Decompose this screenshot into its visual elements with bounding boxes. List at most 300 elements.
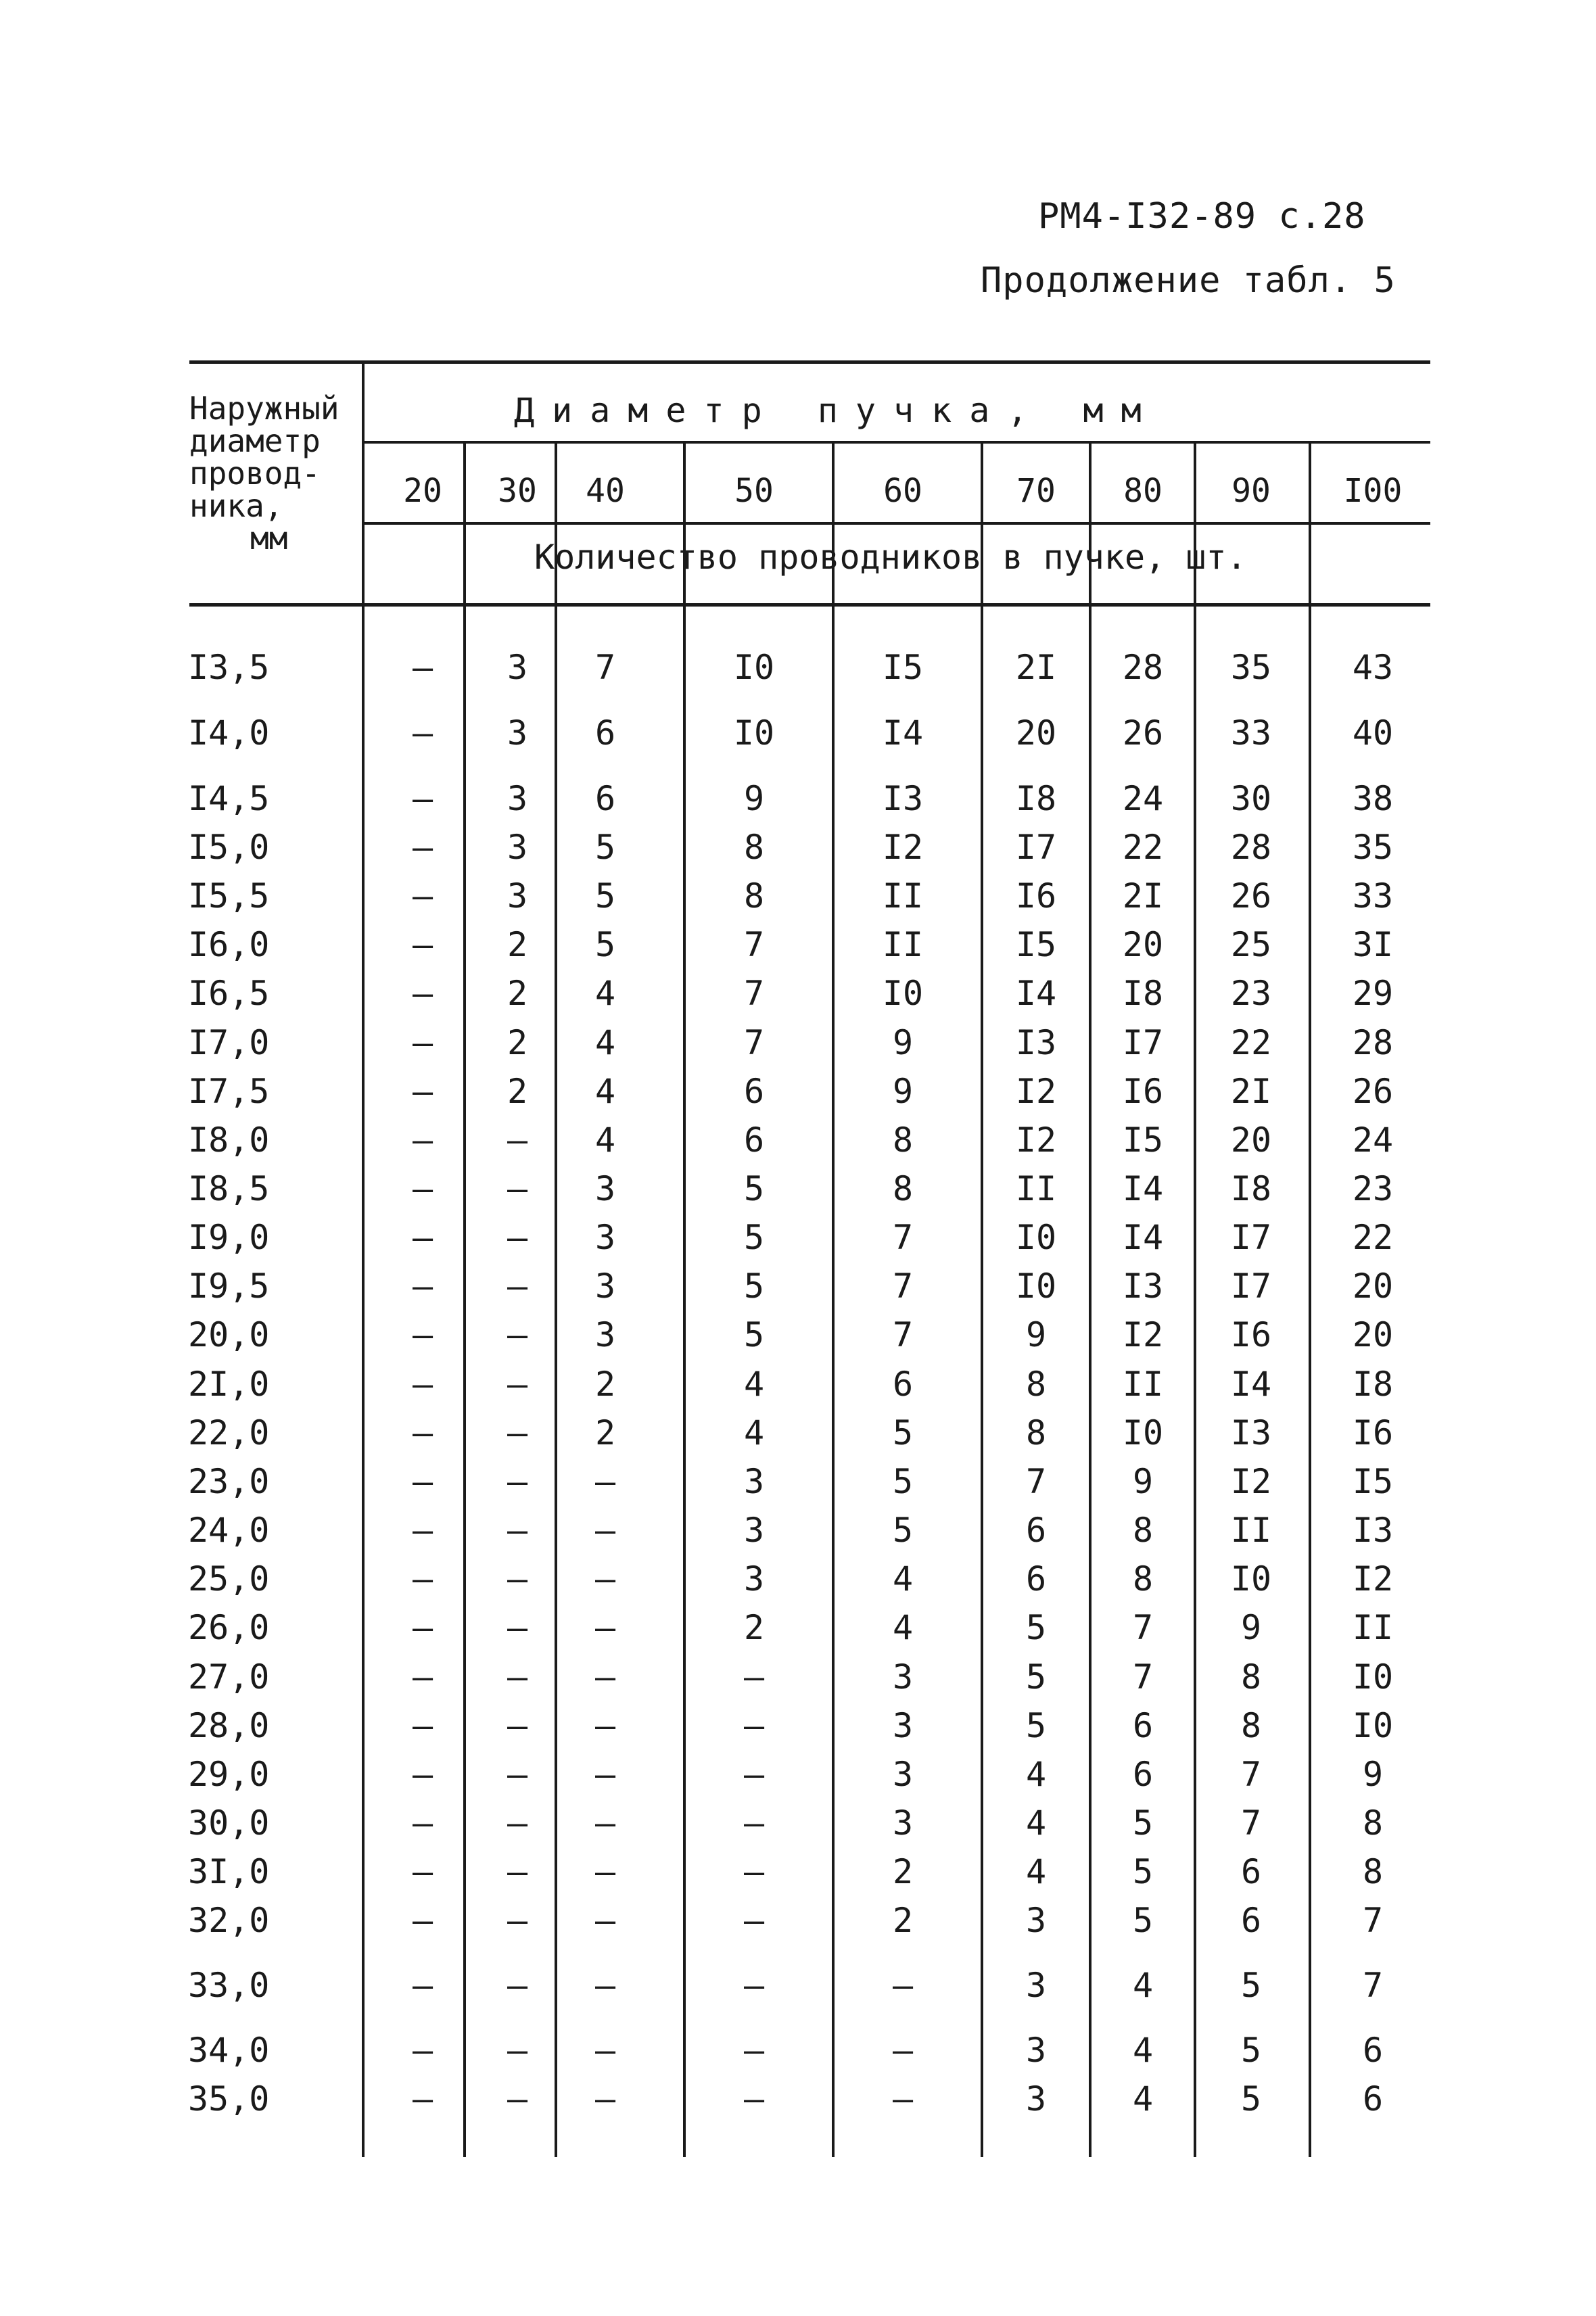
table-cell: – <box>412 876 433 916</box>
table-cell: 5 <box>1025 1608 1047 1647</box>
table-cell: 3I <box>1352 925 1394 964</box>
table-cell: – <box>594 1803 616 1843</box>
table-cell: – <box>594 2031 616 2070</box>
table-cell: 38 <box>1352 779 1394 818</box>
table-cell: 5 <box>892 1511 914 1550</box>
table-cell: 5 <box>594 828 616 867</box>
table-cell: 20 <box>1352 1267 1394 1306</box>
table-cell: 20 <box>1015 713 1057 753</box>
table-cell: 8 <box>1240 1657 1262 1697</box>
table-cell: I8 <box>1352 1365 1394 1404</box>
table-cell: – <box>892 2031 914 2070</box>
column-divider <box>1309 441 1311 2157</box>
table-cell: – <box>743 2079 765 2119</box>
row-diameter-label: 25,0 <box>188 1559 270 1599</box>
table-cell: II <box>1230 1511 1272 1550</box>
table-cell: 5 <box>743 1218 765 1257</box>
table-cell: 20 <box>1352 1315 1394 1354</box>
group-title: Диаметр пучка, мм <box>514 391 1159 430</box>
table-cell: – <box>412 1657 433 1697</box>
row-header <box>189 390 339 557</box>
table-cell: 26 <box>1230 876 1272 916</box>
table-cell: 4 <box>1025 1852 1047 1891</box>
row-diameter-label: 29,0 <box>188 1755 270 1794</box>
table-cell: – <box>412 1462 433 1501</box>
row-diameter-label: I5,0 <box>188 828 270 867</box>
table-cell: – <box>507 1267 528 1306</box>
table-cell: 3 <box>594 1169 616 1208</box>
table-cell: 3 <box>594 1315 616 1354</box>
table-cell: 6 <box>1132 1755 1154 1794</box>
table-cell: I7 <box>1015 828 1057 867</box>
table-cell: 2I <box>1122 876 1164 916</box>
table-cell: I2 <box>1230 1462 1272 1501</box>
row-diameter-label: I7,0 <box>188 1023 270 1062</box>
table-cell: 4 <box>594 1023 616 1062</box>
row-diameter-label: 22,0 <box>188 1413 270 1452</box>
table-cell: – <box>507 1413 528 1452</box>
row-diameter-label: I4,5 <box>188 779 270 818</box>
table-cell: I4 <box>1230 1365 1272 1404</box>
row-header-line: диаметр <box>189 423 321 459</box>
table-cell: I0 <box>882 974 924 1013</box>
table-cell: 4 <box>1132 2079 1154 2119</box>
quantity-caption: Количество проводников в пучке, шт. <box>534 538 1247 577</box>
table-cell: 3 <box>743 1511 765 1550</box>
table-cell: 4 <box>1132 2031 1154 2070</box>
table-cell: I5 <box>1015 925 1057 964</box>
table-cell: – <box>412 1023 433 1062</box>
table-cell: I4 <box>1122 1218 1164 1257</box>
row-diameter-label: I9,0 <box>188 1218 270 1257</box>
table-cell: – <box>412 1072 433 1111</box>
table-cell: 9 <box>1132 1462 1154 1501</box>
table-cell: 2 <box>892 1852 914 1891</box>
table-cell: 7 <box>1025 1462 1047 1501</box>
table-cell: 8 <box>1132 1511 1154 1550</box>
table-cell: – <box>507 1315 528 1354</box>
table-cell: I2 <box>882 828 924 867</box>
table-cell: 7 <box>1132 1657 1154 1697</box>
table-cell: – <box>507 2031 528 2070</box>
table-cell: 9 <box>1362 1755 1384 1794</box>
table-cell: 23 <box>1352 1169 1394 1208</box>
table-cell: I4 <box>882 713 924 753</box>
table-cell: 43 <box>1352 648 1394 687</box>
table-cell: 4 <box>1025 1803 1047 1843</box>
table-cell: 7 <box>743 1023 765 1062</box>
row-diameter-label: 20,0 <box>188 1315 270 1354</box>
table-cell: 9 <box>892 1023 914 1062</box>
table-cell: 8 <box>892 1120 914 1160</box>
table-cell: 6 <box>594 713 616 753</box>
table-cell: 8 <box>1362 1803 1384 1843</box>
table-cell: 5 <box>594 876 616 916</box>
row-diameter-label: 32,0 <box>188 1901 270 1940</box>
table-cell: 5 <box>1240 2079 1262 2119</box>
row-diameter-label: 27,0 <box>188 1657 270 1697</box>
table-cell: – <box>743 2031 765 2070</box>
table-continuation-caption: Продолжение табл. 5 <box>981 260 1396 301</box>
table-cell: – <box>507 1365 528 1404</box>
row-header-line: Наружный <box>189 390 339 427</box>
column-header: 90 <box>1231 472 1271 510</box>
table-cell: 9 <box>892 1072 914 1111</box>
table-cell: 22 <box>1230 1023 1272 1062</box>
table-cell: 7 <box>1240 1755 1262 1794</box>
table-cell: 8 <box>1362 1852 1384 1891</box>
table-cell: 6 <box>743 1120 765 1160</box>
table-cell: 7 <box>1362 1901 1384 1940</box>
table-cell: 3 <box>892 1657 914 1697</box>
table-cell: 7 <box>1240 1803 1262 1843</box>
table-cell: 7 <box>743 925 765 964</box>
table-cell: 35 <box>1352 828 1394 867</box>
table-cell: 29 <box>1352 974 1394 1013</box>
table-cell: I5 <box>882 648 924 687</box>
table-cell: – <box>743 1657 765 1697</box>
table-cell: – <box>507 1852 528 1891</box>
table-cell: 6 <box>892 1365 914 1404</box>
table-cell: 3 <box>743 1462 765 1501</box>
table-cell: 5 <box>1132 1901 1154 1940</box>
row-diameter-label: 23,0 <box>188 1462 270 1501</box>
table-cell: 3 <box>892 1706 914 1745</box>
row-diameter-label: I9,5 <box>188 1267 270 1306</box>
table-cell: I5 <box>1122 1120 1164 1160</box>
row-diameter-label: 35,0 <box>188 2079 270 2119</box>
table-cell: 4 <box>1025 1755 1047 1794</box>
table-cell: II <box>882 876 924 916</box>
table-cell: 28 <box>1122 648 1164 687</box>
table-cell: – <box>743 1966 765 2005</box>
table-cell: – <box>412 713 433 753</box>
table-cell: 20 <box>1230 1120 1272 1160</box>
table-cell: II <box>1352 1608 1394 1647</box>
table-cell: I4 <box>1015 974 1057 1013</box>
table-cell: 2 <box>507 925 528 964</box>
column-header: 50 <box>734 472 774 510</box>
table-cell: 6 <box>743 1072 765 1111</box>
table-cell: I6 <box>1122 1072 1164 1111</box>
table-cell: 3 <box>507 779 528 818</box>
table-cell: 9 <box>743 779 765 818</box>
table-cell: 35 <box>1230 648 1272 687</box>
table-cell: I3 <box>1230 1413 1272 1452</box>
table-cell: 8 <box>1025 1365 1047 1404</box>
table-cell: I8 <box>1015 779 1057 818</box>
table-cell: – <box>412 1755 433 1794</box>
table-cell: 4 <box>743 1413 765 1452</box>
table-cell: – <box>594 1511 616 1550</box>
table-cell: – <box>743 1706 765 1745</box>
table-cell: 3 <box>743 1559 765 1599</box>
table-cell: – <box>507 1608 528 1647</box>
table-cell: 5 <box>743 1267 765 1306</box>
table-cell: I4 <box>1122 1169 1164 1208</box>
table-cell: 7 <box>892 1267 914 1306</box>
table-cell: I0 <box>733 713 775 753</box>
table-cell: – <box>412 1413 433 1452</box>
table-cell: I3 <box>1122 1267 1164 1306</box>
table-cell: I2 <box>1015 1072 1057 1111</box>
table-cell: – <box>412 1559 433 1599</box>
table-cell: I3 <box>1352 1511 1394 1550</box>
table-cell: – <box>412 1803 433 1843</box>
table-cell: 8 <box>1240 1706 1262 1745</box>
row-diameter-label: 33,0 <box>188 1966 270 2005</box>
table-cell: 22 <box>1352 1218 1394 1257</box>
table-cell: – <box>507 1462 528 1501</box>
column-header: 30 <box>498 472 537 510</box>
table-cell: – <box>412 828 433 867</box>
table-cell: 6 <box>1025 1511 1047 1550</box>
table-cell: – <box>594 1608 616 1647</box>
table-cell: I0 <box>1122 1413 1164 1452</box>
table-cell: – <box>507 1901 528 1940</box>
table-cell: 33 <box>1352 876 1394 916</box>
table-header-bottom-rule <box>189 603 1430 607</box>
table-cell: 40 <box>1352 713 1394 753</box>
table-cell: – <box>412 1608 433 1647</box>
table-cell: 4 <box>594 1120 616 1160</box>
row-header-line: мм <box>250 520 288 557</box>
table-cell: – <box>594 1657 616 1697</box>
table-cell: 33 <box>1230 713 1272 753</box>
table-cell: – <box>412 1852 433 1891</box>
table-cell: – <box>412 1315 433 1354</box>
table-cell: 2 <box>743 1608 765 1647</box>
table-cell: 3 <box>892 1755 914 1794</box>
table-cell: – <box>594 1462 616 1501</box>
table-cell: 24 <box>1122 779 1164 818</box>
table-cell: – <box>507 1120 528 1160</box>
table-cell: 2 <box>892 1901 914 1940</box>
table-cell: 3 <box>594 1218 616 1257</box>
table-cell: I3 <box>1015 1023 1057 1062</box>
table-cell: – <box>507 2079 528 2119</box>
row-diameter-label: 28,0 <box>188 1706 270 1745</box>
table-cell: 5 <box>1240 1966 1262 2005</box>
table-cell: 2 <box>507 1072 528 1111</box>
table-cell: 2I <box>1230 1072 1272 1111</box>
table-cell: 7 <box>594 648 616 687</box>
table-cell: I8 <box>1122 974 1164 1013</box>
table-cell: 5 <box>1025 1706 1047 1745</box>
table-cell: I2 <box>1122 1315 1164 1354</box>
table-cell: 3 <box>1025 2031 1047 2070</box>
row-diameter-label: I8,0 <box>188 1120 270 1160</box>
table-cell: – <box>412 1365 433 1404</box>
row-diameter-label: 26,0 <box>188 1608 270 1647</box>
table-cell: 25 <box>1230 925 1272 964</box>
table-cell: 9 <box>1240 1608 1262 1647</box>
table-cell: – <box>412 1706 433 1745</box>
table-cell: 26 <box>1352 1072 1394 1111</box>
table-cell: I0 <box>1015 1267 1057 1306</box>
table-cell: 4 <box>892 1608 914 1647</box>
table-cell: – <box>743 1803 765 1843</box>
table-cell: – <box>412 925 433 964</box>
row-diameter-label: 34,0 <box>188 2031 270 2070</box>
table-cell: – <box>412 1966 433 2005</box>
table-cell: – <box>412 648 433 687</box>
table-cell: 5 <box>743 1169 765 1208</box>
table-cell: II <box>882 925 924 964</box>
table-cell: I7 <box>1230 1267 1272 1306</box>
group-title-rule <box>364 441 1430 444</box>
table-cell: – <box>594 2079 616 2119</box>
table-cell: 5 <box>1132 1852 1154 1891</box>
table-cell: 7 <box>892 1315 914 1354</box>
table-cell: 3 <box>1025 2079 1047 2119</box>
column-divider <box>683 441 686 2157</box>
table-cell: 3 <box>507 648 528 687</box>
table-cell: – <box>507 1559 528 1599</box>
table-cell: – <box>743 1852 765 1891</box>
table-cell: – <box>507 1218 528 1257</box>
table-cell: I0 <box>1230 1559 1272 1599</box>
table-cell: 4 <box>594 974 616 1013</box>
table-cell: 7 <box>1132 1608 1154 1647</box>
table-cell: 28 <box>1230 828 1272 867</box>
table-cell: – <box>594 1966 616 2005</box>
table-cell: – <box>412 1218 433 1257</box>
table-cell: – <box>507 1511 528 1550</box>
table-cell: 8 <box>892 1169 914 1208</box>
table-cell: – <box>507 1755 528 1794</box>
table-cell: 6 <box>1240 1852 1262 1891</box>
table-cell: 6 <box>1132 1706 1154 1745</box>
table-cell: 6 <box>1240 1901 1262 1940</box>
table-cell: I7 <box>1122 1023 1164 1062</box>
table-cell: 8 <box>1132 1559 1154 1599</box>
table-cell: – <box>412 1169 433 1208</box>
table-cell: 8 <box>743 828 765 867</box>
table-cell: 2 <box>594 1365 616 1404</box>
table-cell: – <box>412 1901 433 1940</box>
table-cell: – <box>743 1901 765 1940</box>
table-cell: 5 <box>1132 1803 1154 1843</box>
table-cell: 5 <box>892 1462 914 1501</box>
table-cell: I2 <box>1015 1120 1057 1160</box>
row-diameter-label: I3,5 <box>188 648 270 687</box>
table-cell: 3 <box>1025 1966 1047 2005</box>
table-cell: I6 <box>1015 876 1057 916</box>
column-divider <box>832 441 835 2157</box>
table-cell: – <box>892 2079 914 2119</box>
table-cell: I8 <box>1230 1169 1272 1208</box>
table-cell: 3 <box>507 876 528 916</box>
table-cell: 2 <box>594 1413 616 1452</box>
table-cell: I0 <box>733 648 775 687</box>
table-cell: 9 <box>1025 1315 1047 1354</box>
table-cell: 7 <box>892 1218 914 1257</box>
table-cell: – <box>594 1559 616 1599</box>
table-cell: 4 <box>743 1365 765 1404</box>
table-cell: – <box>892 1966 914 2005</box>
table-cell: – <box>412 779 433 818</box>
table-cell: – <box>594 1755 616 1794</box>
row-diameter-label: I4,0 <box>188 713 270 753</box>
table-cell: 5 <box>594 925 616 964</box>
table-cell: 8 <box>1025 1413 1047 1452</box>
row-diameter-label: 24,0 <box>188 1511 270 1550</box>
table-cell: 23 <box>1230 974 1272 1013</box>
row-diameter-label: 30,0 <box>188 1803 270 1843</box>
table-cell: 6 <box>594 779 616 818</box>
table-cell: – <box>507 1966 528 2005</box>
table-cell: 3 <box>594 1267 616 1306</box>
table-cell: 3 <box>892 1803 914 1843</box>
table-cell: 20 <box>1122 925 1164 964</box>
row-diameter-label: I8,5 <box>188 1169 270 1208</box>
table-cell: – <box>507 1657 528 1697</box>
table-cell: 30 <box>1230 779 1272 818</box>
column-header: 80 <box>1123 472 1163 510</box>
table-cell: 26 <box>1122 713 1164 753</box>
table-cell: 5 <box>1240 2031 1262 2070</box>
table-cell: – <box>594 1901 616 1940</box>
table-cell: 2 <box>507 974 528 1013</box>
column-header: 40 <box>586 472 625 510</box>
row-diameter-label: 3I,0 <box>188 1852 270 1891</box>
table-cell: 3 <box>507 828 528 867</box>
column-header: I00 <box>1343 472 1403 510</box>
table-cell: I0 <box>1352 1706 1394 1745</box>
table-cell: 5 <box>892 1413 914 1452</box>
column-header: 70 <box>1016 472 1056 510</box>
table-cell: 8 <box>743 876 765 916</box>
table-cell: – <box>412 974 433 1013</box>
table-cell: – <box>594 1706 616 1745</box>
table-cell: 5 <box>743 1315 765 1354</box>
table-cell: – <box>412 1267 433 1306</box>
table-cell: 2I <box>1015 648 1057 687</box>
document-code: РМ4-I32-89 с.28 <box>1038 196 1366 237</box>
table-cell: 7 <box>743 974 765 1013</box>
row-diameter-label: I6,5 <box>188 974 270 1013</box>
table-cell: 4 <box>594 1072 616 1111</box>
table-cell: II <box>1015 1169 1057 1208</box>
row-diameter-label: I7,5 <box>188 1072 270 1111</box>
table-cell: 6 <box>1025 1559 1047 1599</box>
table-cell: I0 <box>1015 1218 1057 1257</box>
table-cell: – <box>412 2031 433 2070</box>
table-cell: 5 <box>1025 1657 1047 1697</box>
table-cell: II <box>1122 1365 1164 1404</box>
table-cell: 22 <box>1122 828 1164 867</box>
table-cell: 3 <box>1025 1901 1047 1940</box>
table-cell: – <box>412 1511 433 1550</box>
table-cell: 4 <box>1132 1966 1154 2005</box>
table-cell: I6 <box>1230 1315 1272 1354</box>
row-header-line: ника, <box>189 488 283 524</box>
table-cell: I6 <box>1352 1413 1394 1452</box>
table-cell: – <box>594 1852 616 1891</box>
column-header-rule <box>364 522 1430 525</box>
row-header-divider <box>362 360 365 2157</box>
row-header-line: провод- <box>189 455 321 492</box>
table-cell: 6 <box>1362 2079 1384 2119</box>
table-cell: – <box>412 1120 433 1160</box>
table-cell: 3 <box>507 713 528 753</box>
table-cell: I5 <box>1352 1462 1394 1501</box>
table-cell: I0 <box>1352 1657 1394 1697</box>
table-cell: – <box>507 1803 528 1843</box>
table-cell: 2 <box>507 1023 528 1062</box>
table-cell: – <box>507 1169 528 1208</box>
